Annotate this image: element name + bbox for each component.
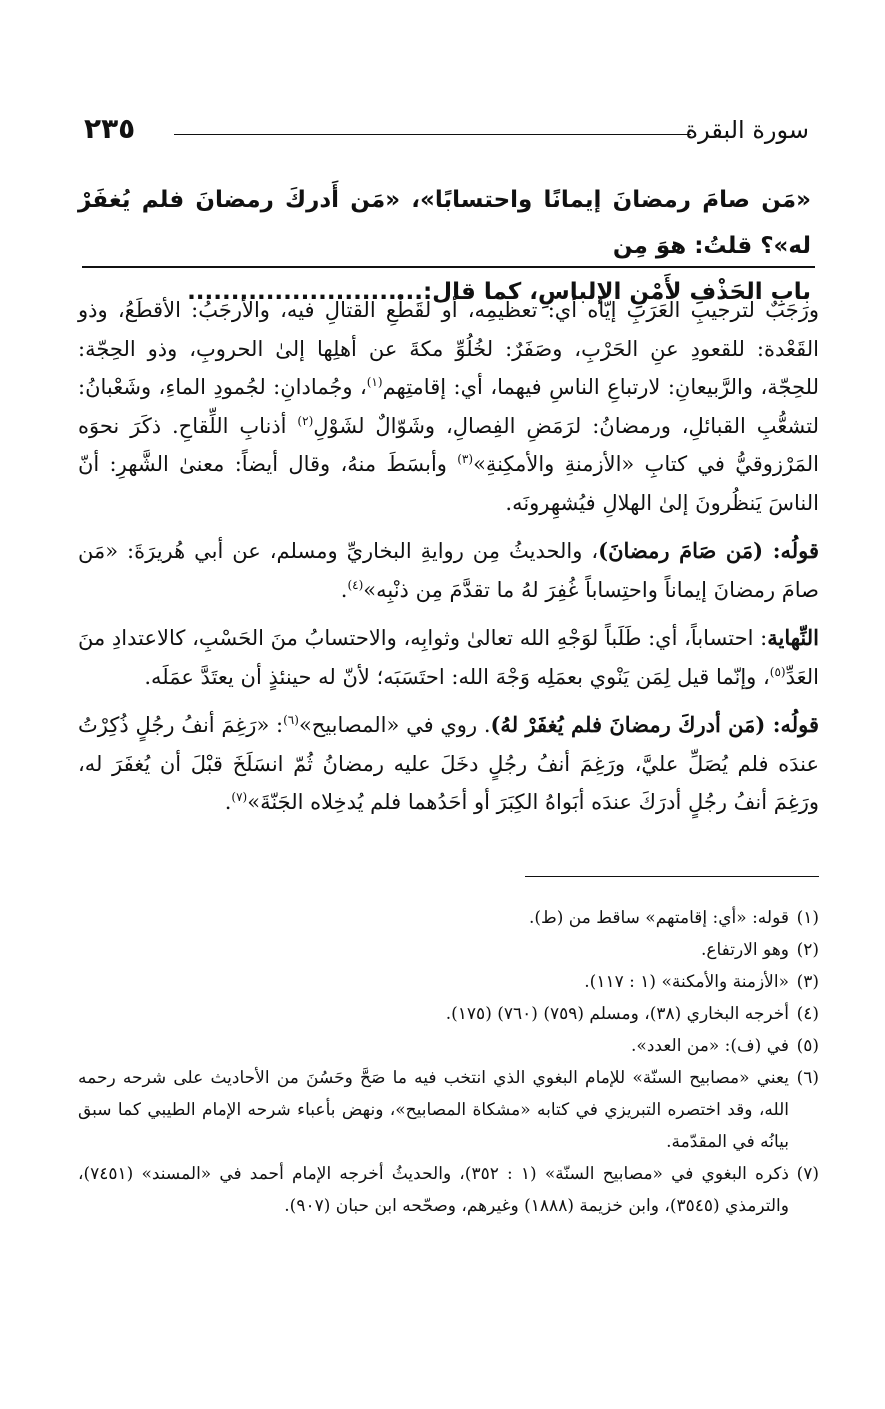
commentary-p4-text: . روي في «المصابيح» <box>298 713 491 737</box>
commentary-p4-end: . <box>224 790 232 814</box>
commentary-p4-label: قولُه: <box>765 712 819 737</box>
commentary-paragraph-4 <box>78 706 819 822</box>
footnote-number: (٦) <box>796 1068 819 1088</box>
footnote-ref-2[interactable]: (٢) <box>297 413 314 428</box>
footnote <box>78 934 819 966</box>
ellipsis-dots: ........................... <box>187 279 423 305</box>
commentary-paragraph-3 <box>78 619 819 696</box>
footnote-text: «الأزمنة والأمكنة» (١ : ١١٧). <box>584 972 789 992</box>
footnote <box>78 1030 819 1062</box>
footnote-ref-7[interactable]: (٧) <box>231 790 248 804</box>
commentary-p4-quote: (مَن أدركَ رمضانَ فلم يُغفَرْ لهُ) <box>490 712 766 737</box>
footnote-text: يعني «مصابيح السنّة» للإمام البغوي الذي انتخب فيه ما صَحَّ وحَسُنَ من الأحاديث على شرحه رحمه الله، وقد اختصره التبريزي في كتابه «مشكاة المصابيح»، ونهض بأعباء شرحه الإمام الطيبي كما سبق بيانُه في المقدّمة. <box>78 1068 789 1152</box>
footnote-ref-5[interactable]: (٥) <box>769 664 786 679</box>
footnote-number: (٣) <box>796 972 819 992</box>
footnote <box>78 902 819 934</box>
footnote-text: وهو الارتفاع. <box>700 940 789 960</box>
header-rule <box>174 134 691 135</box>
footnote-number: (٢) <box>796 940 819 960</box>
footnote <box>78 1158 819 1222</box>
commentary-p2-label: قولُه: <box>763 538 819 563</box>
commentary-p3-text: : احتساباً، أي: طَلَباً لوَجْهِ الله تعالىٰ وثوابِه، والاحتسابُ منَ الحَسْبِ، كالاعتدادِ منَ العَدِّ <box>78 626 819 689</box>
footnote-number: (٥) <box>796 1036 819 1056</box>
footnote-ref-1[interactable]: (١) <box>366 375 383 389</box>
footnote <box>78 1062 819 1158</box>
commentary-p1-text-c: أذنابِ اللِّقاحِ. ذكَرَ نحوَه المَرْزوقيُّ في كتابِ «الأزمنةِ والأمكِنةِ» <box>78 413 819 476</box>
footnote-separator <box>525 876 819 877</box>
commentary-p2-end: . <box>340 577 348 602</box>
footnote-number: (١) <box>796 908 819 928</box>
page-number: ٢٣٥ <box>84 112 136 145</box>
commentary-paragraph-1 <box>78 291 819 522</box>
footnote <box>78 966 819 998</box>
surah-name: سورة البقرة <box>685 116 809 144</box>
commentary-block <box>78 291 819 826</box>
commentary-p3-text-b: ، وإنّما قيل لِمَن يَنْوي بعمَلِه وَجْهَ الله: احتَسَبَه؛ لأنّ له حينئذٍ أن يعتَدَّ عمَلَه. <box>144 664 770 689</box>
commentary-p2-quote: (مَن صَامَ رمضانَ) <box>598 538 764 563</box>
commentary-paragraph-2 <box>78 532 819 609</box>
footnote-text: أخرجه البخاري (٣٨)، ومسلم (٧٥٩) (٧٦٠) (١٧٥). <box>445 1004 789 1024</box>
footnote-text: قوله: «أي: إقامتهم» ساقط من (ط). <box>528 908 789 928</box>
main-text-line-1: «مَن صامَ رمضانَ إيمانًا واحتسابًا»، «مَن أَدركَ رمضانَ فلم يُغفَرْ له»؟ قلتُ: هوَ مِن <box>78 187 811 259</box>
footnote-ref-4[interactable]: (٤) <box>347 577 364 592</box>
commentary-p3-label: النِّهاية <box>767 625 819 650</box>
commentary-p4-text-b: : «رَغِمَ أنفُ رجُلٍ ذُكِرْتُ عندَه فلم يُصَلِّ عليَّ، ورَغِمَ أنفُ رجُلٍ دخَلَ عليه رمضانُ ثُمّ انسَلَخَ قبْلَ أن يُغفَرَ له، ورَغِمَ أنفُ رجُلٍ أدرَكَ عندَه أبَواهُ الكِبَرَ أو أحَدُهما فلم يُدخِلاه الجَنّةَ» <box>78 713 819 814</box>
main-text-separator <box>82 266 815 268</box>
footnote-number: (٤) <box>796 1004 819 1024</box>
footnote-text: في (ف): «من العدد». <box>631 1036 789 1056</box>
commentary-p1-text-b: ، وجُمادانِ: لجُمودِ الماءِ، وشَعْبانُ: لتشعُّبِ القبائلِ، ورمضانُ: لرَمَضِ الفِصالِ، وشَوّالٌ لشَوْلِ <box>78 375 819 438</box>
footnote-text: ذكره البغوي في «مصابيح السنّة» (١ : ٣٥٢)، والحديثُ أخرجه الإمام أحمد في «المسند» (٧٤٥١)، والترمذي (٣٥٤٥)، وابن خزيمة (١٨٨٨) وغيرهم، وصحّحه ابن حبان (٩٠٧). <box>78 1164 789 1216</box>
commentary-p1-text: ورَجَبٌ لترجيبِ العَرَبِ إيّاه أي: تعظيمِه، أو لقَطْعِ القتالِ فيه، والأرجَبُ: الأقطَعُ، وذو القَعْدة: للقعودِ عنِ الحَرْبِ، وصَفَرٌ: لخُلُوِّ مكةَ عن أهلِها إلىٰ الحروبِ، وذو الحِجّة: للحِجّة، والرَّبيعانِ: لارتباعِ الناسِ فيهما، أي: إقامتِهم <box>78 298 819 399</box>
commentary-p1-text-d: وأبسَطَ منهُ، وقال أيضاً: معنىٰ الشَّهرِ: أنّ الناسَ يَنظُرونَ إلىٰ الهلالِ فيُشهِرونَه. <box>78 452 819 515</box>
footnote <box>78 998 819 1030</box>
page-header <box>84 112 809 152</box>
footnote-ref-3[interactable]: (٣) <box>457 452 474 466</box>
footnote-ref-6[interactable]: (٦) <box>283 713 299 727</box>
commentary-p2-text: ، والحديثُ مِن روايةِ البخاريِّ ومسلم، عن أبي هُريرَةَ: «مَن صامَ رمضانَ إيماناً واحتِساباً غُفِرَ لهُ ما تقدَّمَ مِن ذنْبِه» <box>78 539 819 602</box>
footnote-number: (٧) <box>796 1164 819 1184</box>
footnotes-block <box>78 902 819 1222</box>
main-text-line-2-text: بابِ الحَذْفِ لأَمْنِ الإلباسِ، كما قال: <box>422 279 811 305</box>
